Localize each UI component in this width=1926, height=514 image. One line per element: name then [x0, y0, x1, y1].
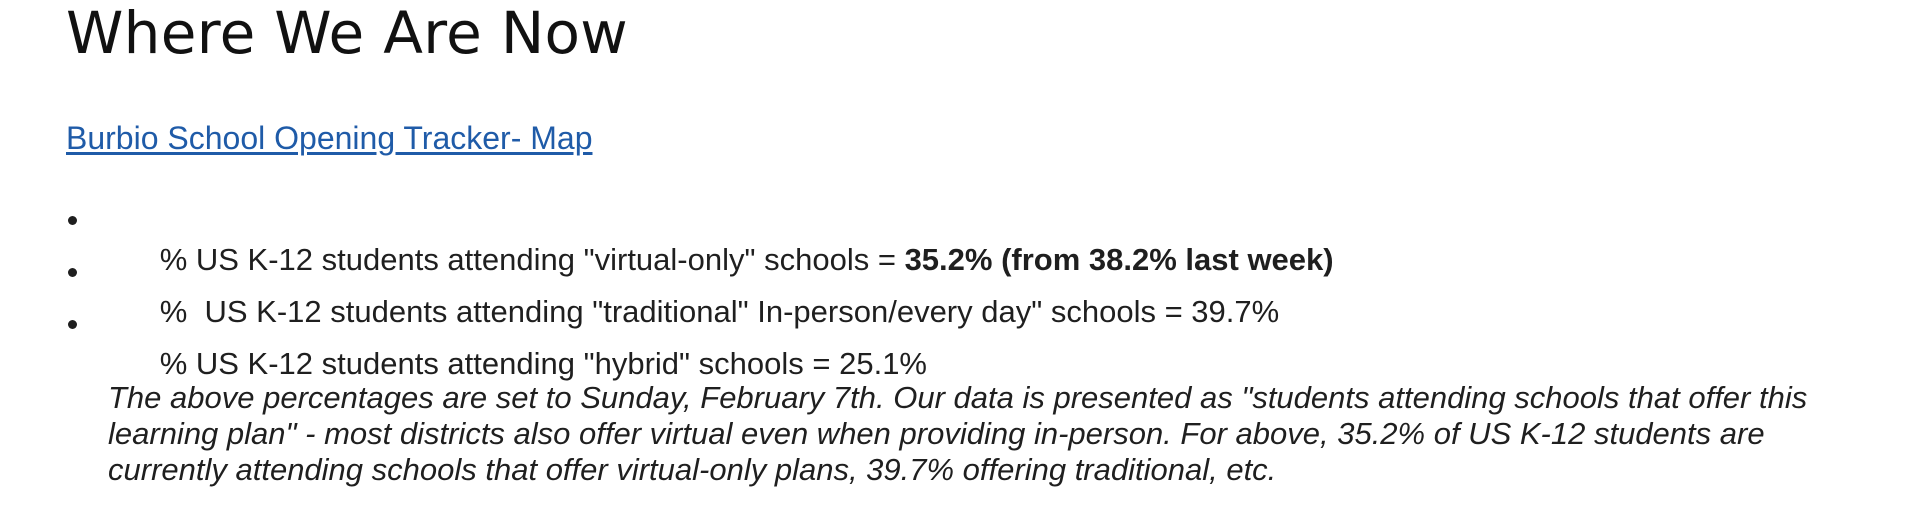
stat-traditional-text: % US K-12 students attending "traditional" In-person/every day" schools = 39.7% [159, 294, 1280, 329]
bullet-icon [68, 268, 77, 277]
bullet-icon [68, 320, 77, 329]
stat-traditional [66, 252, 1866, 329]
tracker-map-link[interactable]: Burbio School Opening Tracker- Map [66, 120, 593, 156]
stats-list [66, 200, 1866, 381]
methodology-note [108, 380, 1908, 488]
stat-hybrid [66, 304, 1866, 381]
note-line: learning plan" - most districts also offer virtual even when providing in-person. For above, 35.2% of US K-12 students are [108, 416, 1765, 451]
note-line: The above percentages are set to Sunday, February 7th. Our data is presented as "students attending schools that offer this [108, 380, 1808, 415]
stat-virtual-only [66, 200, 1866, 277]
note-line: currently attending schools that offer virtual-only plans, 39.7% offering traditional, etc. [108, 452, 1277, 487]
stat-virtual-only-value: 35.2% (from 38.2% last week) [904, 242, 1334, 277]
bullet-icon [68, 216, 77, 225]
page-title: Where We Are Now [66, 0, 629, 67]
stat-hybrid-text: % US K-12 students attending "hybrid" schools = 25.1% [159, 346, 927, 381]
stat-virtual-only-text: % US K-12 students attending "virtual-only" schools = [159, 242, 905, 277]
